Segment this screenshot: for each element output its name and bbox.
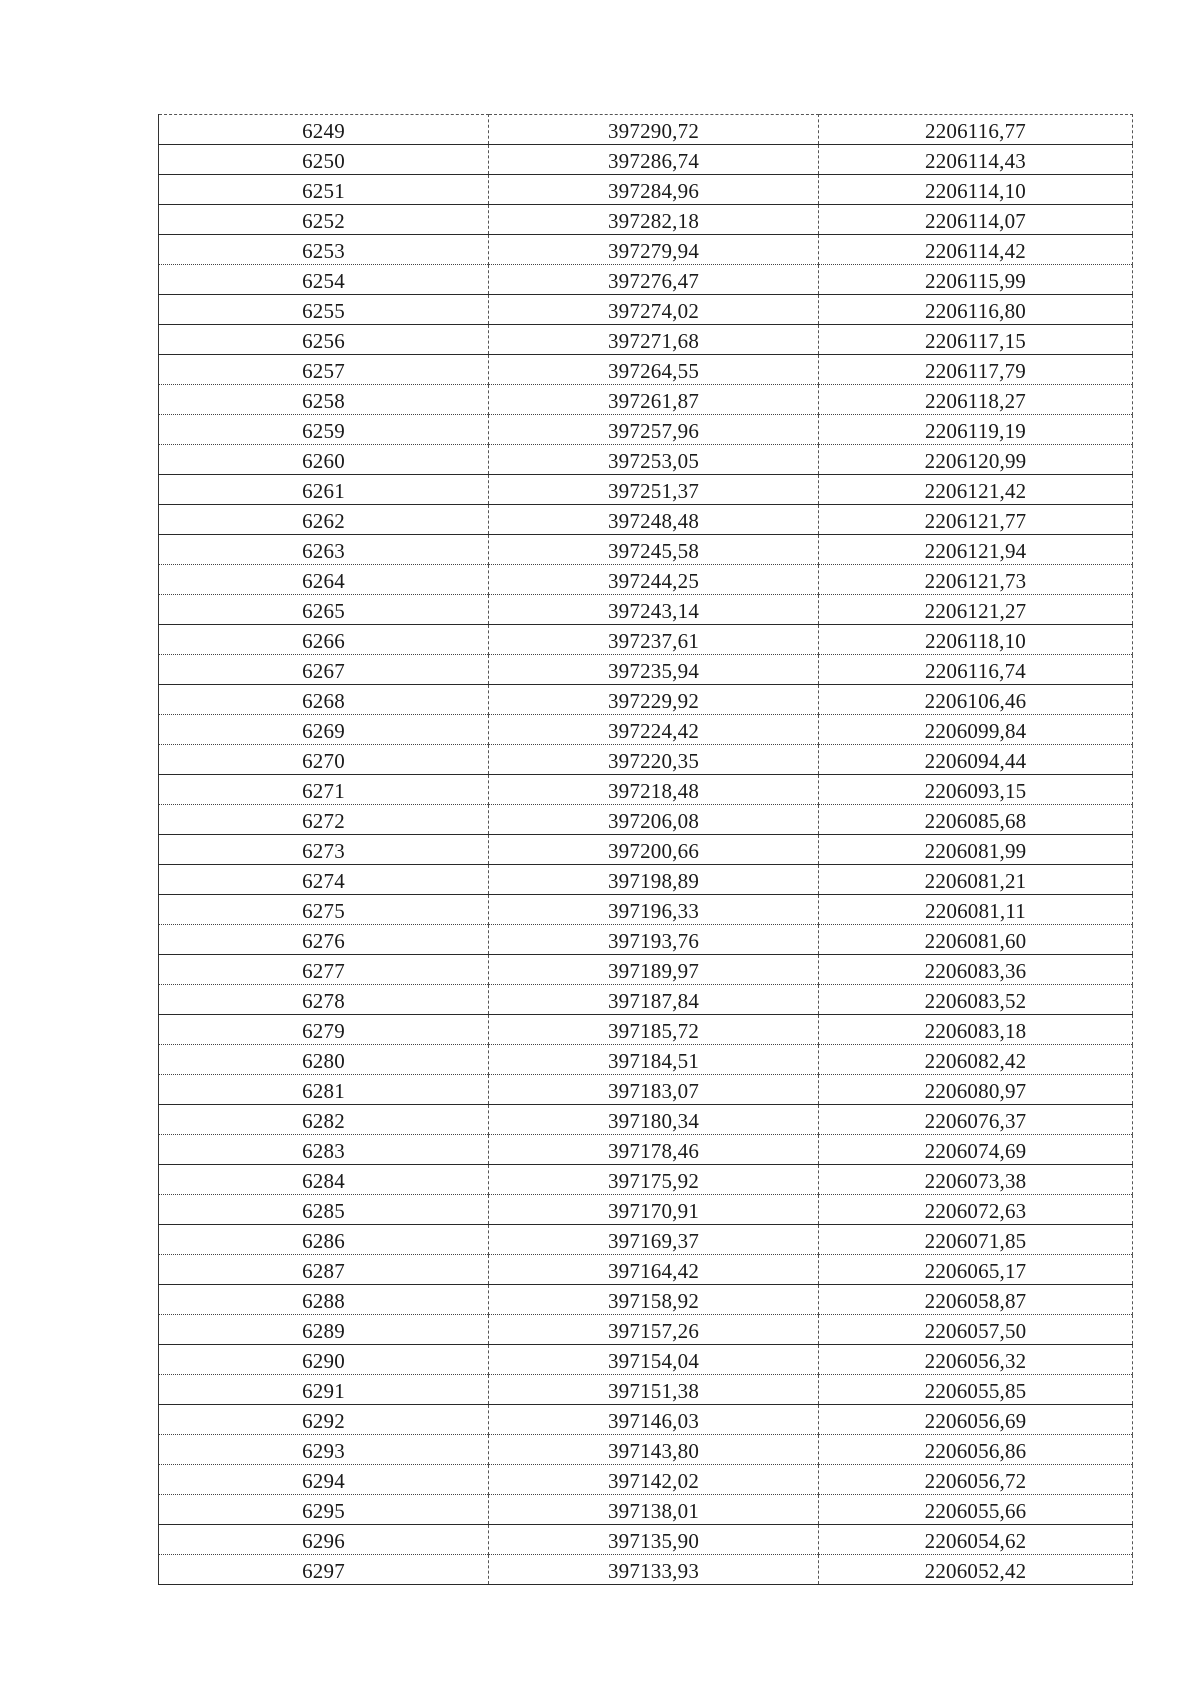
- point-number-cell: 6284: [159, 1165, 489, 1195]
- y-coordinate-cell: 2206057,50: [819, 1315, 1133, 1345]
- table-row: [159, 745, 1133, 775]
- x-coordinate-cell: 397164,42: [489, 1255, 819, 1285]
- table-row: [159, 535, 1133, 565]
- x-coordinate-cell: 397282,18: [489, 205, 819, 235]
- x-coordinate-cell: 397151,38: [489, 1375, 819, 1405]
- y-coordinate-cell: 2206072,63: [819, 1195, 1133, 1225]
- point-number-cell: 6249: [159, 115, 489, 145]
- y-coordinate-cell: 2206119,19: [819, 415, 1133, 445]
- x-coordinate-cell: 397286,74: [489, 145, 819, 175]
- point-number-cell: 6267: [159, 655, 489, 685]
- x-coordinate-cell: 397290,72: [489, 115, 819, 145]
- x-coordinate-cell: 397229,92: [489, 685, 819, 715]
- x-coordinate-cell: 397146,03: [489, 1405, 819, 1435]
- point-number-cell: 6254: [159, 265, 489, 295]
- y-coordinate-cell: 2206073,38: [819, 1165, 1133, 1195]
- y-coordinate-cell: 2206117,79: [819, 355, 1133, 385]
- point-number-cell: 6261: [159, 475, 489, 505]
- y-coordinate-cell: 2206121,27: [819, 595, 1133, 625]
- point-number-cell: 6295: [159, 1495, 489, 1525]
- table-row: [159, 1525, 1133, 1555]
- point-number-cell: 6275: [159, 895, 489, 925]
- y-coordinate-cell: 2206071,85: [819, 1225, 1133, 1255]
- table-row: [159, 235, 1133, 265]
- point-number-cell: 6258: [159, 385, 489, 415]
- table-row: [159, 505, 1133, 535]
- point-number-cell: 6257: [159, 355, 489, 385]
- point-number-cell: 6279: [159, 1015, 489, 1045]
- x-coordinate-cell: 397220,35: [489, 745, 819, 775]
- x-coordinate-cell: 397253,05: [489, 445, 819, 475]
- point-number-cell: 6273: [159, 835, 489, 865]
- y-coordinate-cell: 2206121,73: [819, 565, 1133, 595]
- y-coordinate-cell: 2206056,86: [819, 1435, 1133, 1465]
- y-coordinate-cell: 2206118,27: [819, 385, 1133, 415]
- y-coordinate-cell: 2206114,07: [819, 205, 1133, 235]
- y-coordinate-cell: 2206055,66: [819, 1495, 1133, 1525]
- table-row: [159, 1345, 1133, 1375]
- table-row: [159, 295, 1133, 325]
- point-number-cell: 6285: [159, 1195, 489, 1225]
- y-coordinate-cell: 2206082,42: [819, 1045, 1133, 1075]
- table-row: [159, 625, 1133, 655]
- table-row: [159, 925, 1133, 955]
- y-coordinate-cell: 2206085,68: [819, 805, 1133, 835]
- y-coordinate-cell: 2206117,15: [819, 325, 1133, 355]
- table-row: [159, 805, 1133, 835]
- x-coordinate-cell: 397178,46: [489, 1135, 819, 1165]
- x-coordinate-cell: 397198,89: [489, 865, 819, 895]
- table-row: [159, 115, 1133, 145]
- y-coordinate-cell: 2206081,99: [819, 835, 1133, 865]
- point-number-cell: 6269: [159, 715, 489, 745]
- x-coordinate-cell: 397274,02: [489, 295, 819, 325]
- x-coordinate-cell: 397218,48: [489, 775, 819, 805]
- point-number-cell: 6289: [159, 1315, 489, 1345]
- y-coordinate-cell: 2206118,10: [819, 625, 1133, 655]
- coordinates-table: [158, 114, 1133, 1585]
- y-coordinate-cell: 2206115,99: [819, 265, 1133, 295]
- y-coordinate-cell: 2206081,60: [819, 925, 1133, 955]
- point-number-cell: 6288: [159, 1285, 489, 1315]
- table-row: [159, 1105, 1133, 1135]
- point-number-cell: 6262: [159, 505, 489, 535]
- y-coordinate-cell: 2206083,36: [819, 955, 1133, 985]
- y-coordinate-cell: 2206093,15: [819, 775, 1133, 805]
- table-row: [159, 1015, 1133, 1045]
- x-coordinate-cell: 397264,55: [489, 355, 819, 385]
- point-number-cell: 6277: [159, 955, 489, 985]
- table-row: [159, 1045, 1133, 1075]
- x-coordinate-cell: 397187,84: [489, 985, 819, 1015]
- point-number-cell: 6292: [159, 1405, 489, 1435]
- x-coordinate-cell: 397271,68: [489, 325, 819, 355]
- y-coordinate-cell: 2206081,11: [819, 895, 1133, 925]
- point-number-cell: 6293: [159, 1435, 489, 1465]
- point-number-cell: 6252: [159, 205, 489, 235]
- x-coordinate-cell: 397235,94: [489, 655, 819, 685]
- y-coordinate-cell: 2206094,44: [819, 745, 1133, 775]
- table-row: [159, 145, 1133, 175]
- x-coordinate-cell: 397180,34: [489, 1105, 819, 1135]
- x-coordinate-cell: 397261,87: [489, 385, 819, 415]
- table-row: [159, 895, 1133, 925]
- x-coordinate-cell: 397196,33: [489, 895, 819, 925]
- point-number-cell: 6265: [159, 595, 489, 625]
- x-coordinate-cell: 397169,37: [489, 1225, 819, 1255]
- x-coordinate-cell: 397193,76: [489, 925, 819, 955]
- table-row: [159, 865, 1133, 895]
- x-coordinate-cell: 397243,14: [489, 595, 819, 625]
- table-row: [159, 415, 1133, 445]
- point-number-cell: 6286: [159, 1225, 489, 1255]
- point-number-cell: 6264: [159, 565, 489, 595]
- point-number-cell: 6251: [159, 175, 489, 205]
- table-row: [159, 985, 1133, 1015]
- point-number-cell: 6278: [159, 985, 489, 1015]
- y-coordinate-cell: 2206114,43: [819, 145, 1133, 175]
- y-coordinate-cell: 2206055,85: [819, 1375, 1133, 1405]
- table-row: [159, 475, 1133, 505]
- table-row: [159, 565, 1133, 595]
- table-row: [159, 685, 1133, 715]
- y-coordinate-cell: 2206076,37: [819, 1105, 1133, 1135]
- y-coordinate-cell: 2206116,80: [819, 295, 1133, 325]
- y-coordinate-cell: 2206114,42: [819, 235, 1133, 265]
- point-number-cell: 6256: [159, 325, 489, 355]
- y-coordinate-cell: 2206056,72: [819, 1465, 1133, 1495]
- table-row: [159, 265, 1133, 295]
- table-row: [159, 1075, 1133, 1105]
- point-number-cell: 6272: [159, 805, 489, 835]
- y-coordinate-cell: 2206081,21: [819, 865, 1133, 895]
- x-coordinate-cell: 397206,08: [489, 805, 819, 835]
- x-coordinate-cell: 397237,61: [489, 625, 819, 655]
- point-number-cell: 6294: [159, 1465, 489, 1495]
- y-coordinate-cell: 2206121,77: [819, 505, 1133, 535]
- point-number-cell: 6297: [159, 1555, 489, 1585]
- point-number-cell: 6283: [159, 1135, 489, 1165]
- table-row: [159, 955, 1133, 985]
- x-coordinate-cell: 397157,26: [489, 1315, 819, 1345]
- x-coordinate-cell: 397138,01: [489, 1495, 819, 1525]
- y-coordinate-cell: 2206099,84: [819, 715, 1133, 745]
- point-number-cell: 6291: [159, 1375, 489, 1405]
- point-number-cell: 6280: [159, 1045, 489, 1075]
- table-row: [159, 1255, 1133, 1285]
- table-row: [159, 835, 1133, 865]
- y-coordinate-cell: 2206120,99: [819, 445, 1133, 475]
- x-coordinate-cell: 397143,80: [489, 1435, 819, 1465]
- table-row: [159, 775, 1133, 805]
- point-number-cell: 6281: [159, 1075, 489, 1105]
- y-coordinate-cell: 2206083,52: [819, 985, 1133, 1015]
- point-number-cell: 6270: [159, 745, 489, 775]
- table-row: [159, 1225, 1133, 1255]
- x-coordinate-cell: 397175,92: [489, 1165, 819, 1195]
- x-coordinate-cell: 397276,47: [489, 265, 819, 295]
- y-coordinate-cell: 2206116,74: [819, 655, 1133, 685]
- table-row: [159, 1285, 1133, 1315]
- y-coordinate-cell: 2206056,69: [819, 1405, 1133, 1435]
- point-number-cell: 6263: [159, 535, 489, 565]
- table-row: [159, 1165, 1133, 1195]
- point-number-cell: 6255: [159, 295, 489, 325]
- x-coordinate-cell: 397185,72: [489, 1015, 819, 1045]
- x-coordinate-cell: 397245,58: [489, 535, 819, 565]
- point-number-cell: 6290: [159, 1345, 489, 1375]
- table-row: [159, 205, 1133, 235]
- point-number-cell: 6268: [159, 685, 489, 715]
- x-coordinate-cell: 397184,51: [489, 1045, 819, 1075]
- y-coordinate-cell: 2206052,42: [819, 1555, 1133, 1585]
- table-row: [159, 1555, 1133, 1585]
- table-row: [159, 175, 1133, 205]
- x-coordinate-cell: 397142,02: [489, 1465, 819, 1495]
- table-row: [159, 655, 1133, 685]
- y-coordinate-cell: 2206065,17: [819, 1255, 1133, 1285]
- x-coordinate-cell: 397251,37: [489, 475, 819, 505]
- table-row: [159, 445, 1133, 475]
- x-coordinate-cell: 397200,66: [489, 835, 819, 865]
- point-number-cell: 6287: [159, 1255, 489, 1285]
- x-coordinate-cell: 397284,96: [489, 175, 819, 205]
- x-coordinate-cell: 397189,97: [489, 955, 819, 985]
- y-coordinate-cell: 2206074,69: [819, 1135, 1133, 1165]
- point-number-cell: 6271: [159, 775, 489, 805]
- table-row: [159, 325, 1133, 355]
- y-coordinate-cell: 2206054,62: [819, 1525, 1133, 1555]
- table-row: [159, 1135, 1133, 1165]
- table-row: [159, 715, 1133, 745]
- x-coordinate-cell: 397158,92: [489, 1285, 819, 1315]
- table-row: [159, 355, 1133, 385]
- x-coordinate-cell: 397244,25: [489, 565, 819, 595]
- y-coordinate-cell: 2206080,97: [819, 1075, 1133, 1105]
- table-row: [159, 385, 1133, 415]
- table-row: [159, 1435, 1133, 1465]
- y-coordinate-cell: 2206083,18: [819, 1015, 1133, 1045]
- x-coordinate-cell: 397257,96: [489, 415, 819, 445]
- y-coordinate-cell: 2206116,77: [819, 115, 1133, 145]
- table-row: [159, 1195, 1133, 1225]
- table-row: [159, 1405, 1133, 1435]
- table-row: [159, 1465, 1133, 1495]
- y-coordinate-cell: 2206114,10: [819, 175, 1133, 205]
- table-row: [159, 595, 1133, 625]
- point-number-cell: 6282: [159, 1105, 489, 1135]
- point-number-cell: 6253: [159, 235, 489, 265]
- point-number-cell: 6266: [159, 625, 489, 655]
- point-number-cell: 6260: [159, 445, 489, 475]
- point-number-cell: 6250: [159, 145, 489, 175]
- x-coordinate-cell: 397248,48: [489, 505, 819, 535]
- x-coordinate-cell: 397170,91: [489, 1195, 819, 1225]
- table-row: [159, 1315, 1133, 1345]
- point-number-cell: 6274: [159, 865, 489, 895]
- y-coordinate-cell: 2206058,87: [819, 1285, 1133, 1315]
- table-row: [159, 1375, 1133, 1405]
- y-coordinate-cell: 2206121,42: [819, 475, 1133, 505]
- x-coordinate-cell: 397133,93: [489, 1555, 819, 1585]
- x-coordinate-cell: 397135,90: [489, 1525, 819, 1555]
- x-coordinate-cell: 397279,94: [489, 235, 819, 265]
- x-coordinate-cell: 397183,07: [489, 1075, 819, 1105]
- x-coordinate-cell: 397224,42: [489, 715, 819, 745]
- table-row: [159, 1495, 1133, 1525]
- y-coordinate-cell: 2206121,94: [819, 535, 1133, 565]
- x-coordinate-cell: 397154,04: [489, 1345, 819, 1375]
- point-number-cell: 6296: [159, 1525, 489, 1555]
- y-coordinate-cell: 2206106,46: [819, 685, 1133, 715]
- point-number-cell: 6276: [159, 925, 489, 955]
- point-number-cell: 6259: [159, 415, 489, 445]
- coordinates-table-body: [159, 115, 1133, 1585]
- y-coordinate-cell: 2206056,32: [819, 1345, 1133, 1375]
